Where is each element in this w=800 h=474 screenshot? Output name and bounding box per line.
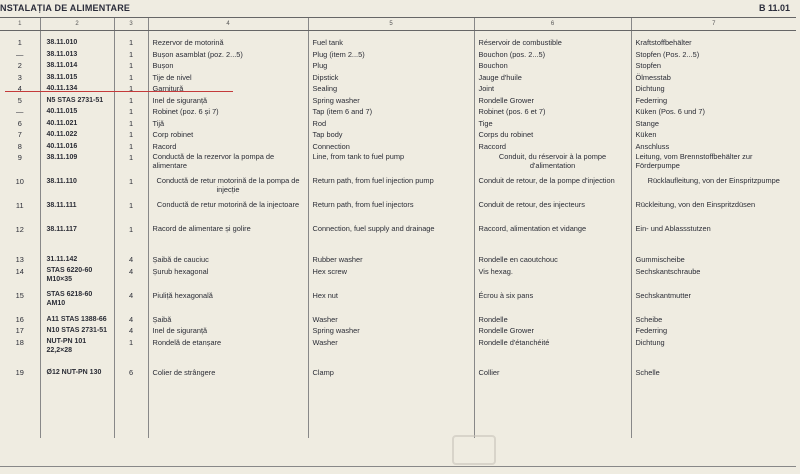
- quantity-cell: 4: [114, 325, 148, 337]
- table-row: [0, 176, 796, 200]
- quantity-cell: 1: [114, 118, 148, 130]
- quantity-cell: 1: [114, 152, 148, 176]
- position-cell: 16: [15, 314, 24, 324]
- french-name-cell: Collier: [474, 367, 631, 379]
- table-row: [0, 254, 796, 266]
- table-row: [0, 290, 796, 314]
- quantity-cell: 1: [114, 176, 148, 200]
- french-name-cell: Conduit de retour, des injecteurs: [474, 200, 631, 224]
- romanian-name-cell: Corp robinet: [148, 129, 308, 141]
- column-number: 2: [40, 18, 114, 31]
- part-code-cell: Ø12 NUT-PN 130: [40, 367, 114, 379]
- german-name-cell: Sechskantschraube: [631, 266, 796, 290]
- table-row: [0, 200, 796, 224]
- position-cell: 10: [15, 177, 24, 186]
- french-name-cell: Rondelle d'étanchéité: [474, 337, 631, 361]
- english-name-cell: Plug (item 2...5): [308, 49, 474, 61]
- french-name-cell: Raccord: [474, 141, 631, 153]
- english-name-cell: Connection, fuel supply and drainage: [308, 224, 474, 248]
- table-row: [0, 314, 796, 326]
- column-number: 4: [148, 18, 308, 31]
- romanian-name-cell: Inel de siguranță: [148, 325, 308, 337]
- german-name-cell: Federring: [631, 95, 796, 107]
- english-name-cell: Tap body: [308, 129, 474, 141]
- table-row: [0, 141, 796, 153]
- german-name-cell: Stopfen (Pos. 2...5): [631, 49, 796, 61]
- english-name-cell: Hex nut: [308, 290, 474, 314]
- german-name-cell: Ölmesstab: [631, 72, 796, 84]
- part-code-cell: A11 STAS 1388-66: [40, 314, 114, 326]
- quantity-cell: 1: [114, 200, 148, 224]
- part-code-cell: 38.11.110: [40, 176, 114, 200]
- english-name-cell: Sealing: [308, 83, 474, 95]
- romanian-name-cell: Tijă: [148, 118, 308, 130]
- part-code-cell: 40.11.021: [40, 118, 114, 130]
- french-name-cell: Rondelle Grower: [474, 95, 631, 107]
- english-name-cell: Washer: [308, 314, 474, 326]
- german-name-cell: Kraftstoffbehälter: [631, 37, 796, 49]
- position-cell: 14: [15, 266, 24, 276]
- faded-stamp-mark: [452, 435, 496, 465]
- german-name-cell: Rücklaufleitung, von der Einspritzpumpe: [631, 176, 796, 200]
- part-code-cell: 40.11.015: [40, 106, 114, 118]
- english-name-cell: Spring washer: [308, 325, 474, 337]
- romanian-name-cell: Conductă de retur motorină de la pompa de injecție: [148, 176, 308, 200]
- french-name-cell: Raccord, alimentation et vidange: [474, 224, 631, 248]
- position-cell: 18: [15, 337, 24, 347]
- german-name-cell: Dichtung: [631, 337, 796, 361]
- french-name-cell: Joint: [474, 83, 631, 95]
- quantity-cell: 1: [114, 95, 148, 107]
- part-code-cell: 38.11.111: [40, 200, 114, 224]
- english-name-cell: Line, from tank to fuel pump: [308, 152, 474, 176]
- romanian-name-cell: Racord de alimentare și golire: [148, 224, 308, 248]
- french-name-cell: Bouchon: [474, 60, 631, 72]
- french-name-cell: Bouchon (pos. 2...5): [474, 49, 631, 61]
- french-name-cell: Tige: [474, 118, 631, 130]
- column-number: 1: [0, 18, 40, 31]
- table-row: [0, 129, 796, 141]
- romanian-name-cell: Piuliță hexagonală: [148, 290, 308, 314]
- quantity-cell: 1: [114, 141, 148, 153]
- page-reference: B 11.01: [758, 3, 790, 13]
- quantity-cell: 4: [114, 290, 148, 314]
- table-row: [0, 152, 796, 176]
- romanian-name-cell: Garnitură: [148, 83, 308, 95]
- part-code-cell: 38.11.014: [40, 60, 114, 72]
- romanian-name-cell: Robinet (poz. 6 și 7): [148, 106, 308, 118]
- filler-row: [0, 378, 796, 438]
- section-title: NSTALAȚIA DE ALIMENTARE: [0, 3, 131, 13]
- table-row: [0, 37, 796, 49]
- position-cell: 15: [15, 290, 24, 300]
- french-name-cell: Écrou à six pans: [474, 290, 631, 314]
- romanian-name-cell: Conductă de retur motorină de la injectoare: [148, 200, 308, 224]
- english-name-cell: Rod: [308, 118, 474, 130]
- quantity-cell: 4: [114, 254, 148, 266]
- position-cell: 3: [17, 72, 22, 82]
- romanian-name-cell: Bușon: [148, 60, 308, 72]
- french-name-cell: Conduit, du réservoir à la pompe d'alimentation: [474, 152, 631, 176]
- quantity-cell: 6: [114, 367, 148, 379]
- german-name-cell: Leitung, vom Brennstoffbehälter zur Förderpumpe: [631, 152, 796, 176]
- part-code-cell: N5 STAS 2731-51: [40, 95, 114, 107]
- part-code-cell: 38.11.109: [40, 152, 114, 176]
- german-name-cell: Gummischeibe: [631, 254, 796, 266]
- quantity-cell: 1: [114, 129, 148, 141]
- position-cell: 13: [15, 255, 24, 264]
- table-row: [0, 118, 796, 130]
- romanian-name-cell: Rondelă de etanșare: [148, 337, 308, 361]
- position-cell: —: [16, 107, 24, 116]
- german-name-cell: Küken (Pos. 6 und 7): [631, 106, 796, 118]
- table-row: [0, 106, 796, 118]
- position-cell: 9: [17, 153, 22, 162]
- part-code-cell: 31.11.142: [40, 254, 114, 266]
- part-code-cell: STAS 6218-60 AM10: [40, 290, 114, 314]
- romanian-name-cell: Bușon asamblat (poz. 2...5): [148, 49, 308, 61]
- position-cell: —: [16, 49, 24, 59]
- column-number: 5: [308, 18, 474, 31]
- german-name-cell: Ein- und Ablassstutzen: [631, 224, 796, 248]
- table-row: [0, 266, 796, 290]
- quantity-cell: 4: [114, 314, 148, 326]
- english-name-cell: Fuel tank: [308, 37, 474, 49]
- german-name-cell: Anschluss: [631, 141, 796, 153]
- red-underline-mark: [5, 91, 233, 92]
- part-code-cell: 38.11.013: [40, 49, 114, 61]
- german-name-cell: Küken: [631, 129, 796, 141]
- french-name-cell: Rondelle: [474, 314, 631, 326]
- table-row: [0, 325, 796, 337]
- english-name-cell: Washer: [308, 337, 474, 361]
- german-name-cell: Scheibe: [631, 314, 796, 326]
- part-code-cell: N10 STAS 2731-51: [40, 325, 114, 337]
- position-cell: 6: [17, 118, 22, 128]
- romanian-name-cell: Racord: [148, 141, 308, 153]
- romanian-name-cell: Tije de nivel: [148, 72, 308, 84]
- column-number: 3: [114, 18, 148, 31]
- romanian-name-cell: Inel de siguranță: [148, 95, 308, 107]
- part-code-cell: 38.11.117: [40, 224, 114, 248]
- position-cell: 7: [17, 130, 22, 139]
- part-code-cell: 38.11.010: [40, 37, 114, 49]
- position-cell: 5: [17, 95, 22, 105]
- english-name-cell: Spring washer: [308, 95, 474, 107]
- french-name-cell: Vis hexag.: [474, 266, 631, 290]
- english-name-cell: Return path, from fuel injection pump: [308, 176, 474, 200]
- english-name-cell: Plug: [308, 60, 474, 72]
- quantity-cell: 1: [114, 49, 148, 61]
- english-name-cell: Tap (item 6 and 7): [308, 106, 474, 118]
- french-name-cell: Réservoir de combustible: [474, 37, 631, 49]
- french-name-cell: Jauge d'huile: [474, 72, 631, 84]
- position-cell: 12: [15, 225, 24, 234]
- table-row: [0, 60, 796, 72]
- table-row: [0, 95, 796, 107]
- romanian-name-cell: Rezervor de motorină: [148, 37, 308, 49]
- romanian-name-cell: Conductă de la rezervor la pompa de alimentare: [148, 152, 308, 176]
- position-cell: 2: [17, 61, 22, 70]
- table-row: [0, 367, 796, 379]
- english-name-cell: Rubber washer: [308, 254, 474, 266]
- french-name-cell: Conduit de retour, de la pompe d'injection: [474, 176, 631, 200]
- parts-table: [0, 17, 796, 438]
- table-row: [0, 83, 796, 95]
- english-name-cell: Clamp: [308, 367, 474, 379]
- table-row: [0, 337, 796, 361]
- french-name-cell: Rondelle en caoutchouc: [474, 254, 631, 266]
- english-name-cell: Dipstick: [308, 72, 474, 84]
- quantity-cell: 1: [114, 224, 148, 248]
- part-code-cell: STAS 6220-60 M10×35: [40, 266, 114, 290]
- german-name-cell: Stange: [631, 118, 796, 130]
- german-name-cell: Federring: [631, 325, 796, 337]
- quantity-cell: 4: [114, 266, 148, 290]
- position-cell: 8: [17, 141, 22, 151]
- position-cell: 11: [15, 201, 24, 210]
- english-name-cell: Connection: [308, 141, 474, 153]
- quantity-cell: 1: [114, 337, 148, 361]
- romanian-name-cell: Șurub hexagonal: [148, 266, 308, 290]
- german-name-cell: Sechskantmutter: [631, 290, 796, 314]
- position-cell: 1: [17, 38, 22, 47]
- german-name-cell: Stopfen: [631, 60, 796, 72]
- quantity-cell: 1: [114, 106, 148, 118]
- column-number: 6: [474, 18, 631, 31]
- position-cell: 19: [15, 367, 24, 377]
- position-cell: 17: [15, 326, 24, 335]
- part-code-cell: 40.11.016: [40, 141, 114, 153]
- romanian-name-cell: Șaibă: [148, 314, 308, 326]
- part-code-cell: 40.11.022: [40, 129, 114, 141]
- position-cell: 4: [17, 84, 22, 93]
- part-code-cell: 38.11.015: [40, 72, 114, 84]
- german-name-cell: Schelle: [631, 367, 796, 379]
- german-name-cell: Rückleitung, von den Einspritzdüsen: [631, 200, 796, 224]
- french-name-cell: Corps du robinet: [474, 129, 631, 141]
- quantity-cell: 1: [114, 72, 148, 84]
- romanian-name-cell: Colier de strângere: [148, 367, 308, 379]
- french-name-cell: Robinet (pos. 6 et 7): [474, 106, 631, 118]
- german-name-cell: Dichtung: [631, 83, 796, 95]
- table-row: [0, 49, 796, 61]
- english-name-cell: Return path, from fuel injectors: [308, 200, 474, 224]
- table-row: [0, 224, 796, 248]
- column-number: 7: [631, 18, 796, 31]
- table-row: [0, 72, 796, 84]
- quantity-cell: 1: [114, 83, 148, 95]
- english-name-cell: Hex screw: [308, 266, 474, 290]
- quantity-cell: 1: [114, 37, 148, 49]
- quantity-cell: 1: [114, 60, 148, 72]
- french-name-cell: Rondelle Grower: [474, 325, 631, 337]
- part-code-cell: NUT-PN 101 22,2×28: [40, 337, 114, 361]
- part-code-cell: 40.11.134: [40, 83, 114, 95]
- romanian-name-cell: Șaibă de cauciuc: [148, 254, 308, 266]
- bottom-divider: [0, 466, 796, 467]
- column-number-row: [0, 18, 796, 31]
